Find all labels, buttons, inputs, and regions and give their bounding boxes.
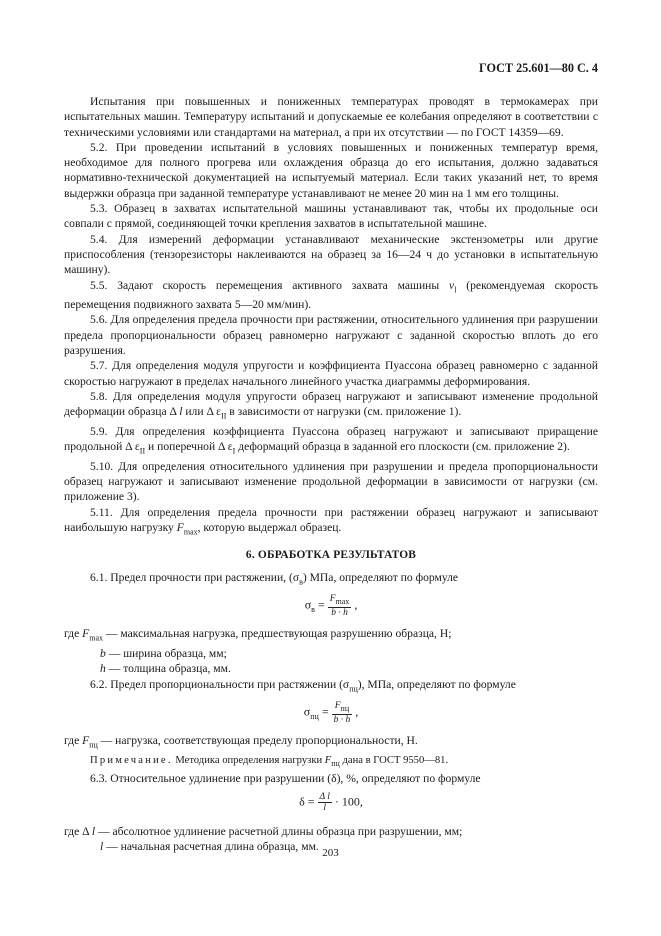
paragraph-5-3: 5.3. Образец в захватах испытательной машины устанавливают так, чтобы их продольные оси совпали с прямой, соединяющей точки крепления захватов в испытательной машине. (64, 202, 598, 231)
paragraph-5-2: 5.2. При проведении испытаний в условиях повышенных и пониженных температур время, необходимое для полного прогрева или охлаждения образца до его испытания, должно задаваться нормативно-технической документацией на испытуемый материал. Если таких указаний нет, то время выдержки образца при заданной температуре устанавливают не менее 20 мин на 1 мм его толщины. (64, 140, 598, 200)
paragraph-intro: Испытания при повышенных и пониженных температурах проводят в термокамерах при испытательных машин. Температуру испытаний и допускаемые ее колебания определяют в соответствии с техническими условиями или стандартами на материал, а при их отсутствии — по ГОСТ 14359—69. (64, 95, 598, 139)
formula-tensile-strength: $\sigma_в$ = $\frac{F_{max}}{b \cdot h}$ , (304, 594, 358, 619)
paragraph-5-10: 5.10. Для определения относительного удлинения при разрушении и предела пропорциональности образец нагружают и записывают изменение продольной деформации в зависимости от нагрузки (см. приложение 3). (64, 459, 598, 504)
formula-elongation: δ = $\frac{\text{Δ l}}{l}$ · 100, (299, 791, 363, 813)
section-heading: 6. ОБРАБОТКА РЕЗУЛЬТАТОВ (245, 548, 417, 561)
paragraph-5-11: 5.11. Для определения предела прочности при растяжении образец нагружают и записывают наибольшую нагрузку $F_{max}$, которую выдержал образец. (64, 505, 598, 537)
paragraph-5-8: 5.8. Для определения модуля упругости образец нагружают и записывают изменение продольной деформации образца Δ l или Δ $\varepsilon_{II}$ в зависимости от нагрузки (см. приложение 1). (64, 389, 598, 421)
page-content (64, 94, 598, 854)
paragraph-5-6: 5.6. Для определения предела прочности при растяжении, относительного удлинения при разрушении предела пропорциональности образец равномерно нагружают с заданной скоростью вплоть до его разрушения. (64, 313, 598, 358)
note: Примечание. Методика определения нагрузки $F_{пц}$ дана в ГОСТ 9550—81. (90, 754, 449, 768)
paragraph-6-1: 6.1. Предел прочности при растяжении, $(\sigma_в)$ МПа, определяют по формуле (90, 570, 459, 587)
fraction: $\frac{F_{пц}}{b \cdot h}$ (333, 701, 351, 726)
paragraph-6-3: 6.3. Относительное удлинение при разрушении (δ), %, определяют по формуле (90, 772, 481, 786)
definition-h: h — толщина образца, мм. (100, 662, 231, 676)
fraction: $\frac{\text{Δ l}}{l}$ (319, 791, 330, 813)
paragraph-5-9: 5.9. Для определения коэффициента Пуассона образец нагружают и записывают приращение продольной Δ $\varepsilon_{II}$ и поперечной Δ $\varepsilon_I$ деформаций образца в заданной его плоскости (см. приложение 2). (64, 424, 598, 456)
definition-fmax: где $F_{max}$ — максимальная нагрузка, предшествующая разрушению образца, Н; (64, 627, 452, 643)
fraction: $\frac{F_{max}}{b \cdot h}$ (329, 594, 350, 619)
definition-b: b — ширина образца, мм; (100, 647, 227, 661)
formula-proportional-limit: $\sigma_{пц}$ = $\frac{F_{пц}}{b \cdot h}$ , (303, 701, 359, 726)
paragraph-6-2: 6.2. Предел пропорциональности при растяжении $(\sigma_{пц})$, МПа, определяют по формуле (90, 677, 516, 693)
paragraph-5-5: 5.5. Задают скорость перемещения активного захвата машины $v_l$ (рекомендуемая скорость перемещения подвижного захвата 5—20 мм/мин). (64, 278, 599, 312)
definition-l: l — начальная расчетная длина образца, мм. (100, 839, 319, 853)
definition-delta-l: где Δ l — абсолютное удлинение расчетной длины образца при разрушении, мм; (64, 824, 463, 838)
paragraph-5-7: 5.7. Для определения модуля упругости и коэффициента Пуассона образец равномерно с заданной скоростью нагружают в пределах начального линейного участка диаграммы деформирования. (64, 359, 598, 388)
paragraph-5-4: 5.4. Для измерений деформации устанавливают механические экстензометры или другие приспособления (тензорезисторы наклеиваются на образец за 16—24 ч до установки в испытательную машину). (64, 232, 598, 277)
definition-fpc: где $F_{пц}$ — нагрузка, соответствующая пределу пропорциональности, Н. (64, 734, 418, 750)
page-header: ГОСТ 25.601—80 С. 4 (479, 61, 598, 75)
page-number: 203 (322, 847, 339, 859)
